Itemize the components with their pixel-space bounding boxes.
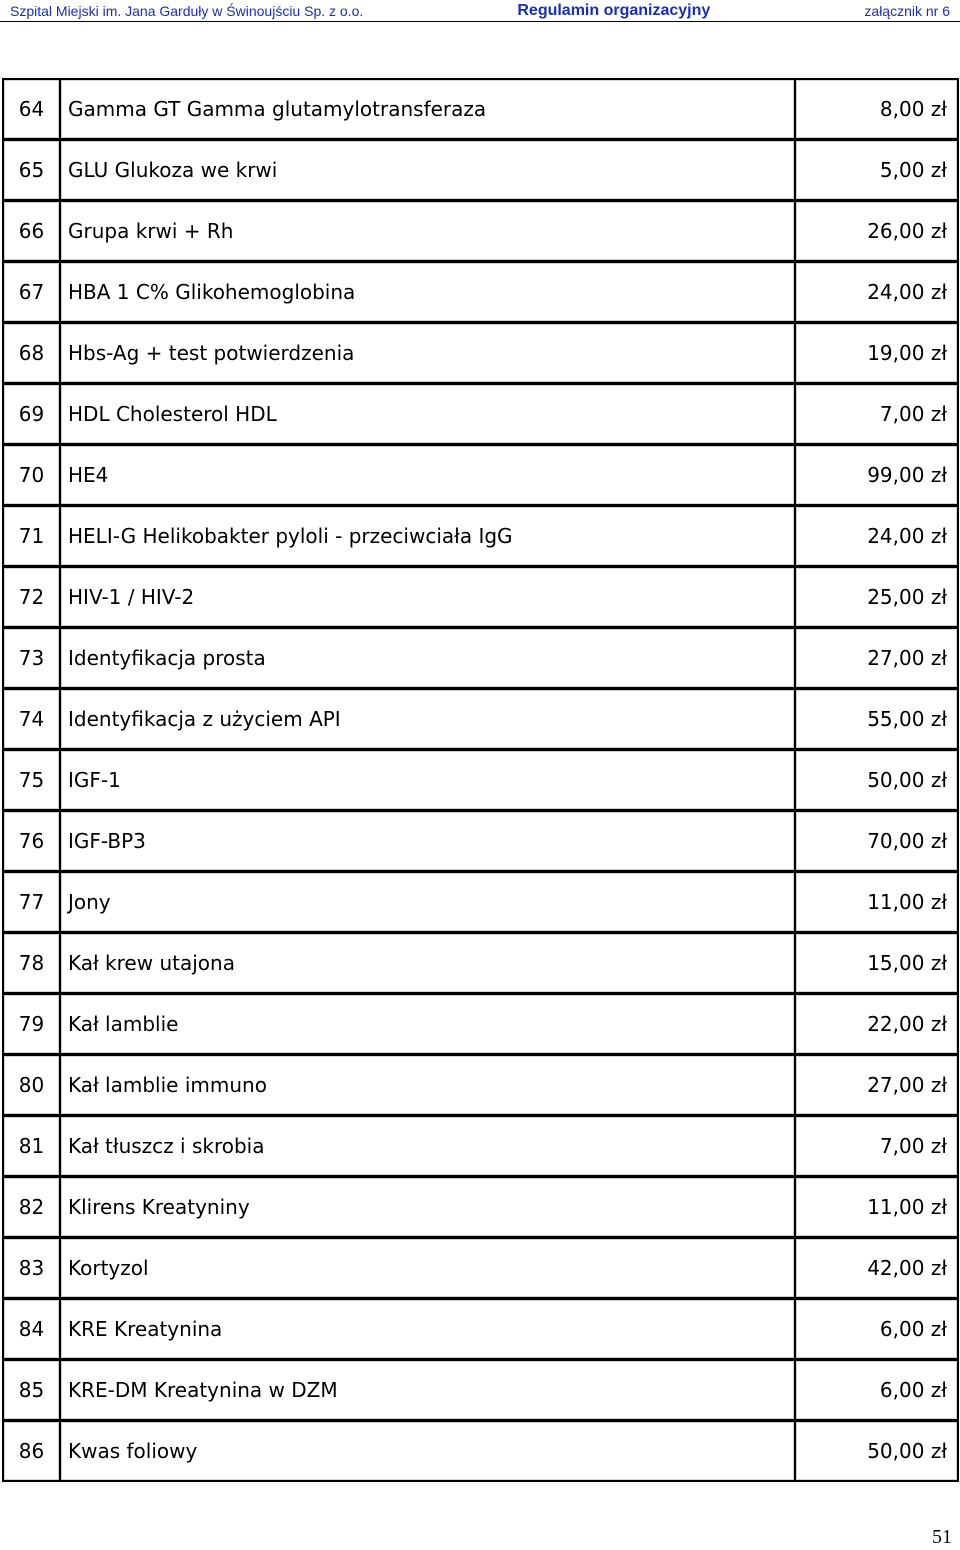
test-price: 19,00 zł [796, 324, 957, 385]
row-number: 68 [4, 324, 61, 385]
table-row [4, 812, 957, 873]
table-row [4, 1117, 957, 1178]
test-price: 50,00 zł [796, 1422, 957, 1480]
row-number: 74 [4, 690, 61, 751]
table-row [4, 202, 957, 263]
test-name: HE4 [61, 446, 796, 507]
test-price: 27,00 zł [796, 1056, 957, 1117]
test-name: HIV-1 / HIV-2 [61, 568, 796, 629]
row-number: 77 [4, 873, 61, 934]
test-name: Kwas foliowy [61, 1422, 796, 1480]
annex-label: załącznik nr 6 [864, 2, 950, 19]
test-price: 42,00 zł [796, 1239, 957, 1300]
test-price: 11,00 zł [796, 873, 957, 934]
table-row [4, 80, 957, 141]
hospital-name: Szpital Miejski im. Jana Garduły w Świnoujściu Sp. z o.o. [10, 2, 364, 19]
row-number: 73 [4, 629, 61, 690]
row-number: 65 [4, 141, 61, 202]
test-price: 50,00 zł [796, 751, 957, 812]
table-row [4, 324, 957, 385]
row-number: 78 [4, 934, 61, 995]
table-row [4, 629, 957, 690]
test-name: Identyfikacja prosta [61, 629, 796, 690]
table-row [4, 751, 957, 812]
test-name: IGF-1 [61, 751, 796, 812]
test-price: 6,00 zł [796, 1300, 957, 1361]
test-name: Grupa krwi + Rh [61, 202, 796, 263]
test-name: Kał tłuszcz i skrobia [61, 1117, 796, 1178]
price-table-body [4, 80, 957, 1480]
test-price: 26,00 zł [796, 202, 957, 263]
test-price: 70,00 zł [796, 812, 957, 873]
test-price: 25,00 zł [796, 568, 957, 629]
page-number: 51 [932, 1526, 952, 1548]
table-row [4, 385, 957, 446]
row-number: 66 [4, 202, 61, 263]
row-number: 72 [4, 568, 61, 629]
table-row [4, 995, 957, 1056]
test-name: Gamma GT Gamma glutamylotransferaza [61, 80, 796, 141]
row-number: 76 [4, 812, 61, 873]
test-name: GLU Glukoza we krwi [61, 141, 796, 202]
table-row [4, 263, 957, 324]
table-row [4, 507, 957, 568]
test-name: Identyfikacja z użyciem API [61, 690, 796, 751]
test-price: 24,00 zł [796, 507, 957, 568]
row-number: 67 [4, 263, 61, 324]
test-price: 11,00 zł [796, 1178, 957, 1239]
row-number: 81 [4, 1117, 61, 1178]
table-row [4, 568, 957, 629]
row-number: 85 [4, 1361, 61, 1422]
test-price: 99,00 zł [796, 446, 957, 507]
test-price: 6,00 zł [796, 1361, 957, 1422]
test-name: Hbs-Ag + test potwierdzenia [61, 324, 796, 385]
table-row [4, 1056, 957, 1117]
table-row [4, 934, 957, 995]
test-name: HBA 1 C% Glikohemoglobina [61, 263, 796, 324]
test-name: Kortyzol [61, 1239, 796, 1300]
row-number: 71 [4, 507, 61, 568]
document-title: Regulamin organizacyjny [517, 1, 711, 19]
table-row [4, 1239, 957, 1300]
table-row [4, 1300, 957, 1361]
row-number: 80 [4, 1056, 61, 1117]
table-row [4, 1178, 957, 1239]
table-row [4, 141, 957, 202]
test-price: 7,00 zł [796, 1117, 957, 1178]
test-name: HDL Cholesterol HDL [61, 385, 796, 446]
row-number: 84 [4, 1300, 61, 1361]
page-header [0, 0, 960, 22]
test-name: Kał lamblie immuno [61, 1056, 796, 1117]
test-price: 15,00 zł [796, 934, 957, 995]
test-price: 55,00 zł [796, 690, 957, 751]
row-number: 70 [4, 446, 61, 507]
row-number: 75 [4, 751, 61, 812]
table-row [4, 873, 957, 934]
test-price: 24,00 zł [796, 263, 957, 324]
row-number: 86 [4, 1422, 61, 1480]
test-price: 8,00 zł [796, 80, 957, 141]
test-name: IGF-BP3 [61, 812, 796, 873]
table-row [4, 1361, 957, 1422]
row-number: 69 [4, 385, 61, 446]
test-name: KRE Kreatynina [61, 1300, 796, 1361]
test-price: 5,00 zł [796, 141, 957, 202]
test-name: Kał lamblie [61, 995, 796, 1056]
test-name: HELI-G Helikobakter pyloli - przeciwciała IgG [61, 507, 796, 568]
row-number: 83 [4, 1239, 61, 1300]
row-number: 79 [4, 995, 61, 1056]
table-row [4, 1422, 957, 1480]
row-number: 82 [4, 1178, 61, 1239]
test-name: KRE-DM Kreatynina w DZM [61, 1361, 796, 1422]
table-row [4, 446, 957, 507]
test-name: Klirens Kreatyniny [61, 1178, 796, 1239]
test-name: Jony [61, 873, 796, 934]
test-name: Kał krew utajona [61, 934, 796, 995]
test-price: 27,00 zł [796, 629, 957, 690]
test-price: 22,00 zł [796, 995, 957, 1056]
row-number: 64 [4, 80, 61, 141]
table-row [4, 690, 957, 751]
price-table [2, 78, 959, 1482]
test-price: 7,00 zł [796, 385, 957, 446]
